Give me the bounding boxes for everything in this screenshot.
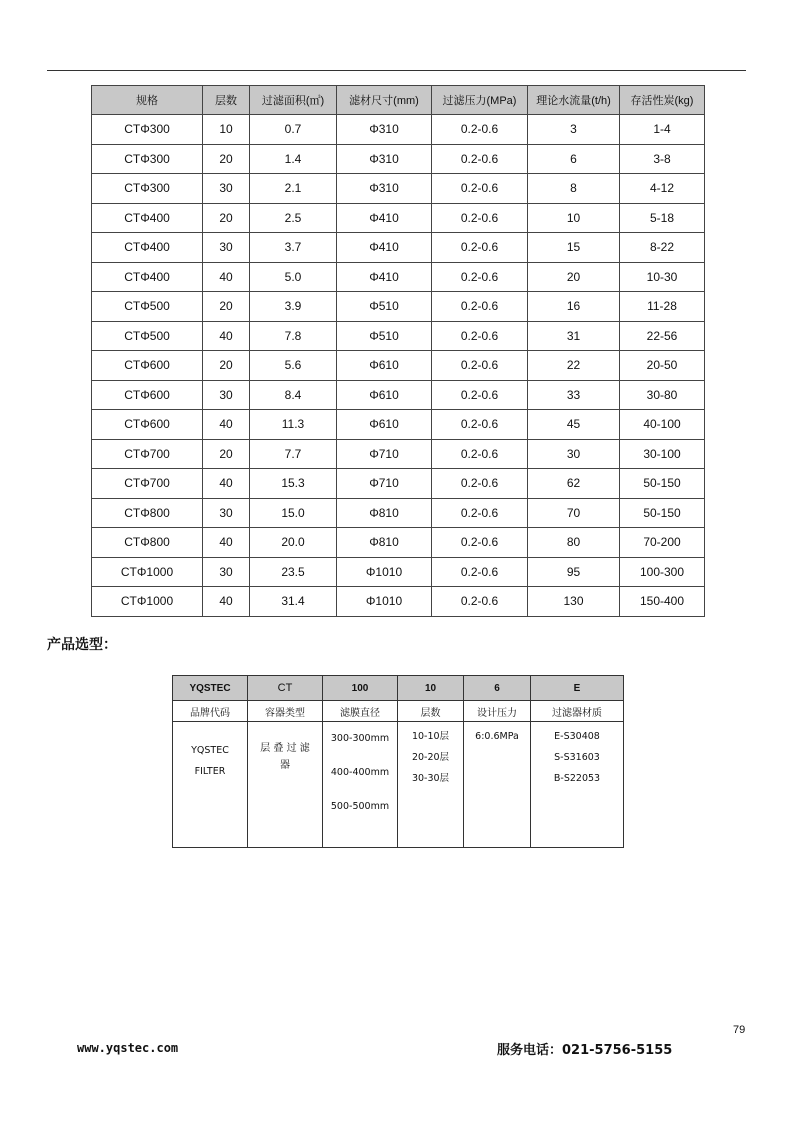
label-material: 过滤器材质: [531, 701, 624, 722]
label-container: 容器类型: [248, 701, 323, 722]
spec-cell: 0.2-0.6: [432, 174, 528, 204]
detail-brand: [173, 722, 248, 848]
spec-cell: Φ710: [337, 469, 432, 499]
spec-cell: 2.1: [250, 174, 337, 204]
spec-cell: 130: [528, 587, 620, 617]
spec-cell: 0.2-0.6: [432, 115, 528, 145]
spec-cell: 70: [528, 498, 620, 528]
page-number: 79: [733, 1024, 746, 1036]
code-material: E: [531, 676, 624, 701]
footer-website: www.yqstec.com: [77, 1041, 179, 1055]
spec-cell: 23.5: [250, 557, 337, 587]
spec-cell: 0.2-0.6: [432, 262, 528, 292]
spec-cell: 30: [203, 380, 250, 410]
selection-detail-row: [173, 722, 624, 848]
spec-cell: 5.0: [250, 262, 337, 292]
spec-cell: 3.9: [250, 292, 337, 322]
spec-row: [92, 351, 705, 381]
spec-row: [92, 203, 705, 233]
spec-table: [91, 85, 705, 617]
spec-cell: 20: [203, 203, 250, 233]
spec-cell: 0.2-0.6: [432, 469, 528, 499]
spec-cell: 40: [203, 262, 250, 292]
spec-cell: CTΦ300: [92, 174, 203, 204]
spec-cell: 95: [528, 557, 620, 587]
spec-cell: CTΦ300: [92, 144, 203, 174]
spec-cell: 0.2-0.6: [432, 410, 528, 440]
label-brand: 品牌代码: [173, 701, 248, 722]
spec-cell: CTΦ1000: [92, 587, 203, 617]
spec-row: [92, 115, 705, 145]
spec-cell: 30: [203, 174, 250, 204]
spec-cell: Φ310: [337, 115, 432, 145]
spec-cell: CTΦ500: [92, 321, 203, 351]
detail-line: YQSTEC: [191, 745, 229, 756]
spec-cell: 30: [203, 557, 250, 587]
spec-cell: CTΦ400: [92, 233, 203, 263]
spec-cell: 15.3: [250, 469, 337, 499]
spec-cell: 40: [203, 528, 250, 558]
detail-layers: [398, 722, 464, 848]
spec-cell: 7.7: [250, 439, 337, 469]
selection-title: 产品选型：: [47, 637, 117, 653]
spec-cell: CTΦ300: [92, 115, 203, 145]
spec-cell: Φ310: [337, 144, 432, 174]
detail-line: 20-20层: [411, 752, 450, 763]
spec-cell: 0.2-0.6: [432, 528, 528, 558]
selection-label-row: [173, 701, 624, 722]
spec-cell: 22-56: [620, 321, 705, 351]
spec-cell: 45: [528, 410, 620, 440]
spec-cell: 30: [203, 498, 250, 528]
footer-phone: 服务电话：021-5756-5155: [497, 1043, 673, 1058]
spec-cell: 0.2-0.6: [432, 380, 528, 410]
spec-header-cell: 层数: [203, 86, 250, 115]
spec-body: [92, 115, 705, 617]
spec-cell: Φ510: [337, 321, 432, 351]
spec-cell: CTΦ400: [92, 262, 203, 292]
spec-cell: CTΦ500: [92, 292, 203, 322]
spec-cell: Φ1010: [337, 587, 432, 617]
spec-cell: 40: [203, 321, 250, 351]
spec-cell: CTΦ1000: [92, 557, 203, 587]
spec-cell: 20.0: [250, 528, 337, 558]
spec-cell: 3-8: [620, 144, 705, 174]
spec-cell: 20: [203, 351, 250, 381]
detail-line: 300-300mm: [330, 733, 390, 744]
label-diameter: 滤膜直径: [323, 701, 398, 722]
spec-cell: 10: [203, 115, 250, 145]
spec-header-cell: 过滤面积(㎡): [250, 86, 337, 115]
spec-row: [92, 174, 705, 204]
spec-cell: 5.6: [250, 351, 337, 381]
spec-cell: 50-150: [620, 469, 705, 499]
detail-line: 层 叠 过 滤: [260, 743, 310, 754]
spec-cell: 150-400: [620, 587, 705, 617]
spec-header-cell: 理论水流量(t/h): [528, 86, 620, 115]
spec-cell: Φ410: [337, 233, 432, 263]
spec-cell: 10: [528, 203, 620, 233]
detail-line: 400-400mm: [330, 767, 390, 778]
spec-cell: Φ410: [337, 262, 432, 292]
detail-line: 500-500mm: [330, 801, 390, 812]
spec-cell: 0.2-0.6: [432, 557, 528, 587]
spec-cell: Φ310: [337, 174, 432, 204]
selection-table: [172, 675, 624, 848]
spec-cell: 40: [203, 587, 250, 617]
spec-cell: 15.0: [250, 498, 337, 528]
spec-cell: 8-22: [620, 233, 705, 263]
spec-cell: 20: [203, 439, 250, 469]
spec-row: [92, 321, 705, 351]
code-container: CT: [248, 676, 323, 701]
spec-cell: 0.2-0.6: [432, 321, 528, 351]
spec-row: [92, 144, 705, 174]
spec-cell: 15: [528, 233, 620, 263]
spec-cell: CTΦ800: [92, 528, 203, 558]
spec-cell: 11-28: [620, 292, 705, 322]
detail-line: 6:0.6MPa: [475, 731, 519, 742]
spec-cell: 0.2-0.6: [432, 292, 528, 322]
spec-cell: 10-30: [620, 262, 705, 292]
spec-row: [92, 557, 705, 587]
spec-cell: 20-50: [620, 351, 705, 381]
detail-line: FILTER: [194, 766, 226, 777]
spec-cell: 40: [203, 469, 250, 499]
spec-cell: 2.5: [250, 203, 337, 233]
spec-row: [92, 469, 705, 499]
spec-cell: 4-12: [620, 174, 705, 204]
spec-cell: 0.2-0.6: [432, 351, 528, 381]
spec-cell: 0.2-0.6: [432, 203, 528, 233]
spec-cell: CTΦ600: [92, 380, 203, 410]
detail-line: S-S31603: [554, 752, 600, 763]
spec-cell: 40: [203, 410, 250, 440]
label-pressure: 设计压力: [464, 701, 531, 722]
spec-row: [92, 439, 705, 469]
spec-cell: 0.2-0.6: [432, 439, 528, 469]
spec-cell: 40-100: [620, 410, 705, 440]
spec-cell: CTΦ800: [92, 498, 203, 528]
spec-cell: 5-18: [620, 203, 705, 233]
spec-cell: CTΦ700: [92, 469, 203, 499]
spec-cell: 20: [203, 144, 250, 174]
spec-cell: 70-200: [620, 528, 705, 558]
spec-cell: 3: [528, 115, 620, 145]
spec-cell: 100-300: [620, 557, 705, 587]
spec-cell: 11.3: [250, 410, 337, 440]
spec-cell: Φ610: [337, 380, 432, 410]
spec-cell: CTΦ600: [92, 410, 203, 440]
detail-line: 10-10层: [411, 731, 450, 742]
spec-cell: Φ610: [337, 351, 432, 381]
spec-header-cell: 过滤压力(MPa): [432, 86, 528, 115]
spec-cell: 6: [528, 144, 620, 174]
detail-line: 30-30层: [411, 773, 450, 784]
spec-header-cell: 滤材尺寸(mm): [337, 86, 432, 115]
spec-cell: 30: [528, 439, 620, 469]
spec-cell: 30-100: [620, 439, 705, 469]
selection-code-row: [173, 676, 624, 701]
spec-cell: CTΦ700: [92, 439, 203, 469]
detail-line: E-S30408: [554, 731, 600, 742]
code-pressure: 6: [464, 676, 531, 701]
spec-cell: 0.2-0.6: [432, 587, 528, 617]
spec-cell: 0.2-0.6: [432, 233, 528, 263]
spec-row: [92, 380, 705, 410]
spec-cell: 33: [528, 380, 620, 410]
spec-cell: Φ410: [337, 203, 432, 233]
detail-container: [248, 722, 323, 848]
spec-cell: 0.2-0.6: [432, 144, 528, 174]
spec-header-cell: 规格: [92, 86, 203, 115]
spec-cell: 30-80: [620, 380, 705, 410]
spec-cell: Φ710: [337, 439, 432, 469]
spec-cell: 3.7: [250, 233, 337, 263]
spec-cell: 16: [528, 292, 620, 322]
spec-cell: CTΦ600: [92, 351, 203, 381]
code-diameter: 100: [323, 676, 398, 701]
spec-cell: Φ810: [337, 528, 432, 558]
spec-cell: 20: [528, 262, 620, 292]
spec-cell: 7.8: [250, 321, 337, 351]
detail-line: 器: [280, 760, 290, 771]
detail-pressure: [464, 722, 531, 848]
detail-diameter: [323, 722, 398, 848]
spec-header-row: [92, 86, 705, 115]
spec-cell: 31: [528, 321, 620, 351]
spec-row: [92, 292, 705, 322]
spec-cell: 1.4: [250, 144, 337, 174]
spec-cell: 0.7: [250, 115, 337, 145]
spec-row: [92, 233, 705, 263]
spec-cell: 20: [203, 292, 250, 322]
spec-cell: Φ1010: [337, 557, 432, 587]
spec-row: [92, 528, 705, 558]
spec-cell: 1-4: [620, 115, 705, 145]
detail-line: B-S22053: [553, 773, 601, 784]
label-layers: 层数: [398, 701, 464, 722]
spec-cell: 22: [528, 351, 620, 381]
header-rule: [47, 70, 746, 71]
spec-cell: 30: [203, 233, 250, 263]
spec-header-cell: 存活性炭(kg): [620, 86, 705, 115]
detail-material: [531, 722, 624, 848]
spec-row: [92, 498, 705, 528]
spec-row: [92, 587, 705, 617]
spec-cell: Φ610: [337, 410, 432, 440]
spec-cell: CTΦ400: [92, 203, 203, 233]
spec-cell: 31.4: [250, 587, 337, 617]
spec-row: [92, 262, 705, 292]
spec-cell: Φ510: [337, 292, 432, 322]
spec-cell: 50-150: [620, 498, 705, 528]
spec-row: [92, 410, 705, 440]
spec-cell: 62: [528, 469, 620, 499]
spec-cell: 0.2-0.6: [432, 498, 528, 528]
spec-cell: Φ810: [337, 498, 432, 528]
spec-cell: 8: [528, 174, 620, 204]
spec-cell: 80: [528, 528, 620, 558]
code-brand: YQSTEC: [173, 676, 248, 701]
spec-cell: 8.4: [250, 380, 337, 410]
code-layers: 10: [398, 676, 464, 701]
